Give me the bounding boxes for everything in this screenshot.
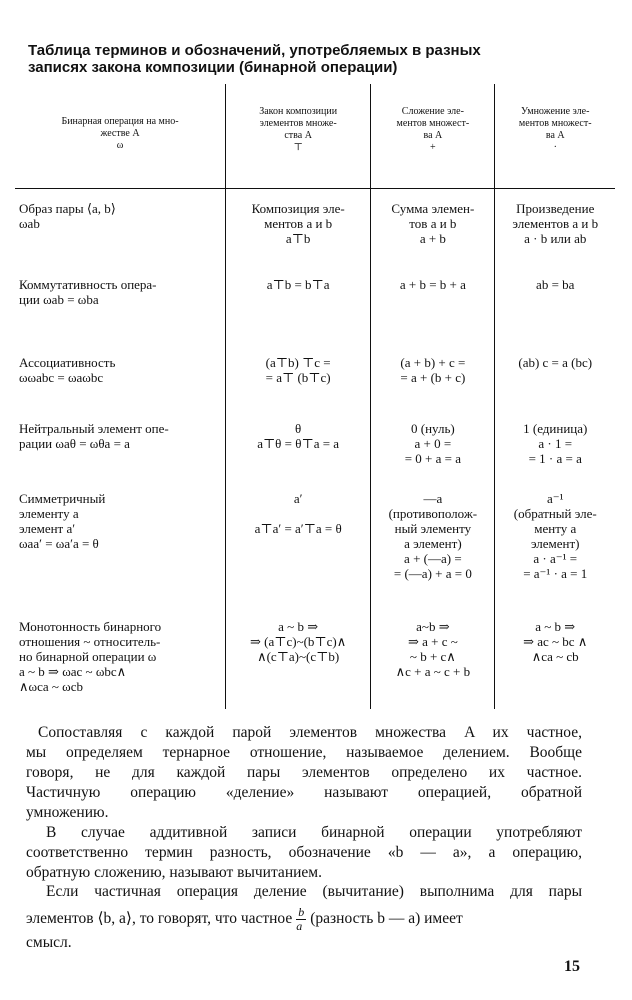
cell-addition <box>371 601 495 709</box>
cell-line: —a <box>423 490 443 506</box>
cell-line: Образ пары ⟨a, b⟩ <box>19 201 116 216</box>
cell-composition <box>226 267 371 341</box>
cell-line: (противополож- <box>388 505 478 521</box>
cell-line: a + 0 = <box>414 435 452 451</box>
cell-line: Нейтральный элемент опе- <box>19 420 169 436</box>
cell-line: ωab <box>19 216 40 231</box>
cell-line: a⊤b = b⊤a <box>266 276 330 292</box>
header-multiplication <box>495 84 615 189</box>
cell-line: ab = ba <box>536 276 575 292</box>
cell-addition <box>371 409 495 477</box>
cell-multiplication <box>495 341 615 409</box>
text-line: Если частичная операция деление (вычитание) выполнима для пары <box>46 883 582 900</box>
fraction-numerator: b <box>298 905 305 919</box>
cell-line: элементу a <box>19 505 79 521</box>
cell-addition <box>371 267 495 341</box>
cell-line: ментов множест- <box>396 118 470 129</box>
cell-line: ментов множест- <box>518 118 592 129</box>
caption-line-1: Таблица терминов и обозначений, употребляемых в разных <box>28 42 481 59</box>
text-line: обратную сложению, называют вычитанием. <box>26 864 322 881</box>
cell-line: отношения ~ относитель- <box>19 633 161 649</box>
cell-line: ства A <box>284 130 312 141</box>
cell-line: ⊤ <box>293 142 303 153</box>
cell-line: ⇒ ac ~ bc ∧ <box>523 633 588 649</box>
cell-line: Ассоциативность <box>19 354 116 370</box>
cell-line: a · a⁻¹ = <box>533 550 578 566</box>
text-line-with-fraction <box>26 906 582 933</box>
text-line: говоря, не для каждой пары элементов определено их частное. <box>26 764 582 781</box>
cell-line: (ab) c = a (bc) <box>518 354 593 370</box>
paragraph-quotient <box>26 882 582 953</box>
cell-line: θ <box>295 420 302 436</box>
cell-line: ∧(c⊤a)~(c⊤b) <box>257 648 340 664</box>
cell-multiplication <box>495 477 615 601</box>
cell-line: Композиция эле- <box>251 201 345 216</box>
cell-line: a ~ b ⇒ ωac ~ ωbc∧ <box>19 663 127 679</box>
text-line: умножению. <box>26 804 109 821</box>
cell-term <box>15 189 226 267</box>
cell-line: (a⊤b) ⊤c = <box>265 354 331 370</box>
cell-line: a⊤θ = θ⊤a = a <box>257 435 340 451</box>
cell-composition <box>226 409 371 477</box>
text-line: смысл. <box>26 934 72 951</box>
cell-line: ва A <box>423 130 443 141</box>
cell-line: Закон композиции <box>259 106 338 117</box>
text-fragment: (разность b — a) имеет <box>310 910 463 928</box>
cell-line: элементов a и b <box>512 216 599 231</box>
table-row-image-of-pair <box>15 189 615 267</box>
cell-line: a~b ⇒ <box>416 618 450 634</box>
cell-addition <box>371 341 495 409</box>
cell-line: Симметричный <box>19 490 106 506</box>
cell-line: + <box>430 142 436 153</box>
cell-line <box>230 506 366 521</box>
cell-addition <box>371 189 495 267</box>
cell-line: ный элементу <box>394 520 472 536</box>
cell-line: (a + b) + c = <box>400 354 466 370</box>
cell-term <box>15 267 226 341</box>
cell-line: a ~ b ⇒ <box>278 618 319 634</box>
cell-line: рации ωaθ = ωθa = a <box>19 435 130 451</box>
cell-line: = (—a) + a = 0 <box>393 565 472 581</box>
table-row-monotonicity <box>15 601 615 709</box>
cell-composition <box>226 601 371 709</box>
cell-line: Умножение эле- <box>521 106 590 117</box>
cell-line: ∧ωca ~ ωcb <box>19 678 83 694</box>
paragraph-division <box>26 723 582 823</box>
cell-line: ва A <box>545 130 565 141</box>
cell-term <box>15 341 226 409</box>
cell-line: Коммутативность опера- <box>19 276 157 292</box>
cell-term <box>15 477 226 601</box>
cell-multiplication <box>495 189 615 267</box>
cell-line: a · 1 = <box>538 435 573 451</box>
cell-line: = 1 · a = a <box>528 450 582 466</box>
cell-line: тов a и b <box>409 216 457 231</box>
cell-line: элементов множе- <box>259 118 337 129</box>
cell-line: ω <box>116 140 124 151</box>
cell-line: ции ωab = ωba <box>19 291 99 307</box>
cell-line: a′ <box>293 490 303 506</box>
paragraph-subtraction <box>26 823 582 883</box>
terms-table <box>15 84 615 709</box>
header-binary-operation <box>15 84 226 189</box>
cell-line: a ~ b ⇒ <box>535 618 576 634</box>
cell-line: ∧ca ~ cb <box>531 648 579 664</box>
cell-line: a · b или ab <box>524 231 587 246</box>
table-row-associativity <box>15 341 615 409</box>
cell-line: Монотонность бинарного <box>19 618 162 634</box>
table-row-symmetric-element <box>15 477 615 601</box>
cell-line: жестве A <box>100 128 140 139</box>
cell-line: a + (—a) = <box>404 550 462 566</box>
cell-line: 1 (единица) <box>523 420 588 436</box>
cell-composition <box>226 477 371 601</box>
cell-line: = a⊤ (b⊤c) <box>265 369 331 385</box>
cell-line: элемент a′ <box>19 520 76 536</box>
cell-addition <box>371 477 495 601</box>
cell-multiplication <box>495 267 615 341</box>
cell-line: = a + (b + c) <box>400 369 466 385</box>
text-line: Сопоставляя с каждой парой элементов множества A их частное, <box>38 724 582 741</box>
cell-composition <box>226 341 371 409</box>
cell-line: ментов a и b <box>264 216 333 231</box>
cell-line: a⊤b <box>285 231 311 246</box>
cell-line: менту a <box>534 520 577 536</box>
cell-line: (обратный эле- <box>513 505 597 521</box>
cell-line: ~ b + c∧ <box>409 648 456 664</box>
cell-line: 0 (нуль) <box>411 420 455 436</box>
cell-line: = 0 + a = a <box>404 450 462 466</box>
cell-line: ωaa′ = ωa′a = θ <box>19 535 99 551</box>
header-composition-law <box>226 84 371 189</box>
text-line: соответственно термин разность, обозначение «b — a», а операцию, <box>26 844 582 861</box>
text-fragment: элементов ⟨b, a⟩, то говорят, что частное <box>26 910 293 928</box>
cell-line: Сумма элемен- <box>391 201 475 216</box>
cell-term <box>15 601 226 709</box>
cell-line: a⁻¹ <box>546 490 564 506</box>
cell-line: ωωabc = ωaωbc <box>19 369 104 385</box>
cell-line: но бинарной операции ω <box>19 648 157 664</box>
text-line: В случае аддитивной записи бинарной операции употребляют <box>46 824 582 841</box>
cell-line: a + b <box>419 231 446 246</box>
cell-multiplication <box>495 601 615 709</box>
header-addition <box>371 84 495 189</box>
cell-multiplication <box>495 409 615 477</box>
table-row-neutral-element <box>15 409 615 477</box>
cell-line: ∧c + a ~ c + b <box>395 663 471 679</box>
fraction-b-over-a <box>296 906 306 933</box>
caption-line-2: записях закона композиции (бинарной операции) <box>28 59 398 76</box>
table-row-commutativity <box>15 267 615 341</box>
text-line: мы определяем тернарное отношение, называемое делением. Вообще <box>26 744 582 761</box>
cell-line: элемент) <box>530 535 580 551</box>
cell-composition <box>226 189 371 267</box>
cell-line: a элемент) <box>404 535 462 551</box>
text-line: Частичную операцию «деление» называют операцией, обратной <box>26 784 582 801</box>
cell-line: Сложение эле- <box>401 106 464 117</box>
fraction-denominator: a <box>296 919 303 933</box>
cell-line: · <box>553 142 557 153</box>
cell-line: ⇒ (a⊤c)~(b⊤c)∧ <box>250 633 347 649</box>
cell-term <box>15 409 226 477</box>
cell-line: Произведение <box>516 201 595 216</box>
cell-line: a⊤a′ = a′⊤a = θ <box>254 520 342 536</box>
page-number: 15 <box>564 958 580 975</box>
cell-line: ⇒ a + c ~ <box>407 633 458 649</box>
cell-line: a + b = b + a <box>399 276 466 292</box>
table-header-row <box>15 84 615 189</box>
cell-line: = a⁻¹ · a = 1 <box>523 565 588 581</box>
cell-line: Бинарная операция на мно- <box>61 116 179 127</box>
table-caption <box>28 42 608 76</box>
